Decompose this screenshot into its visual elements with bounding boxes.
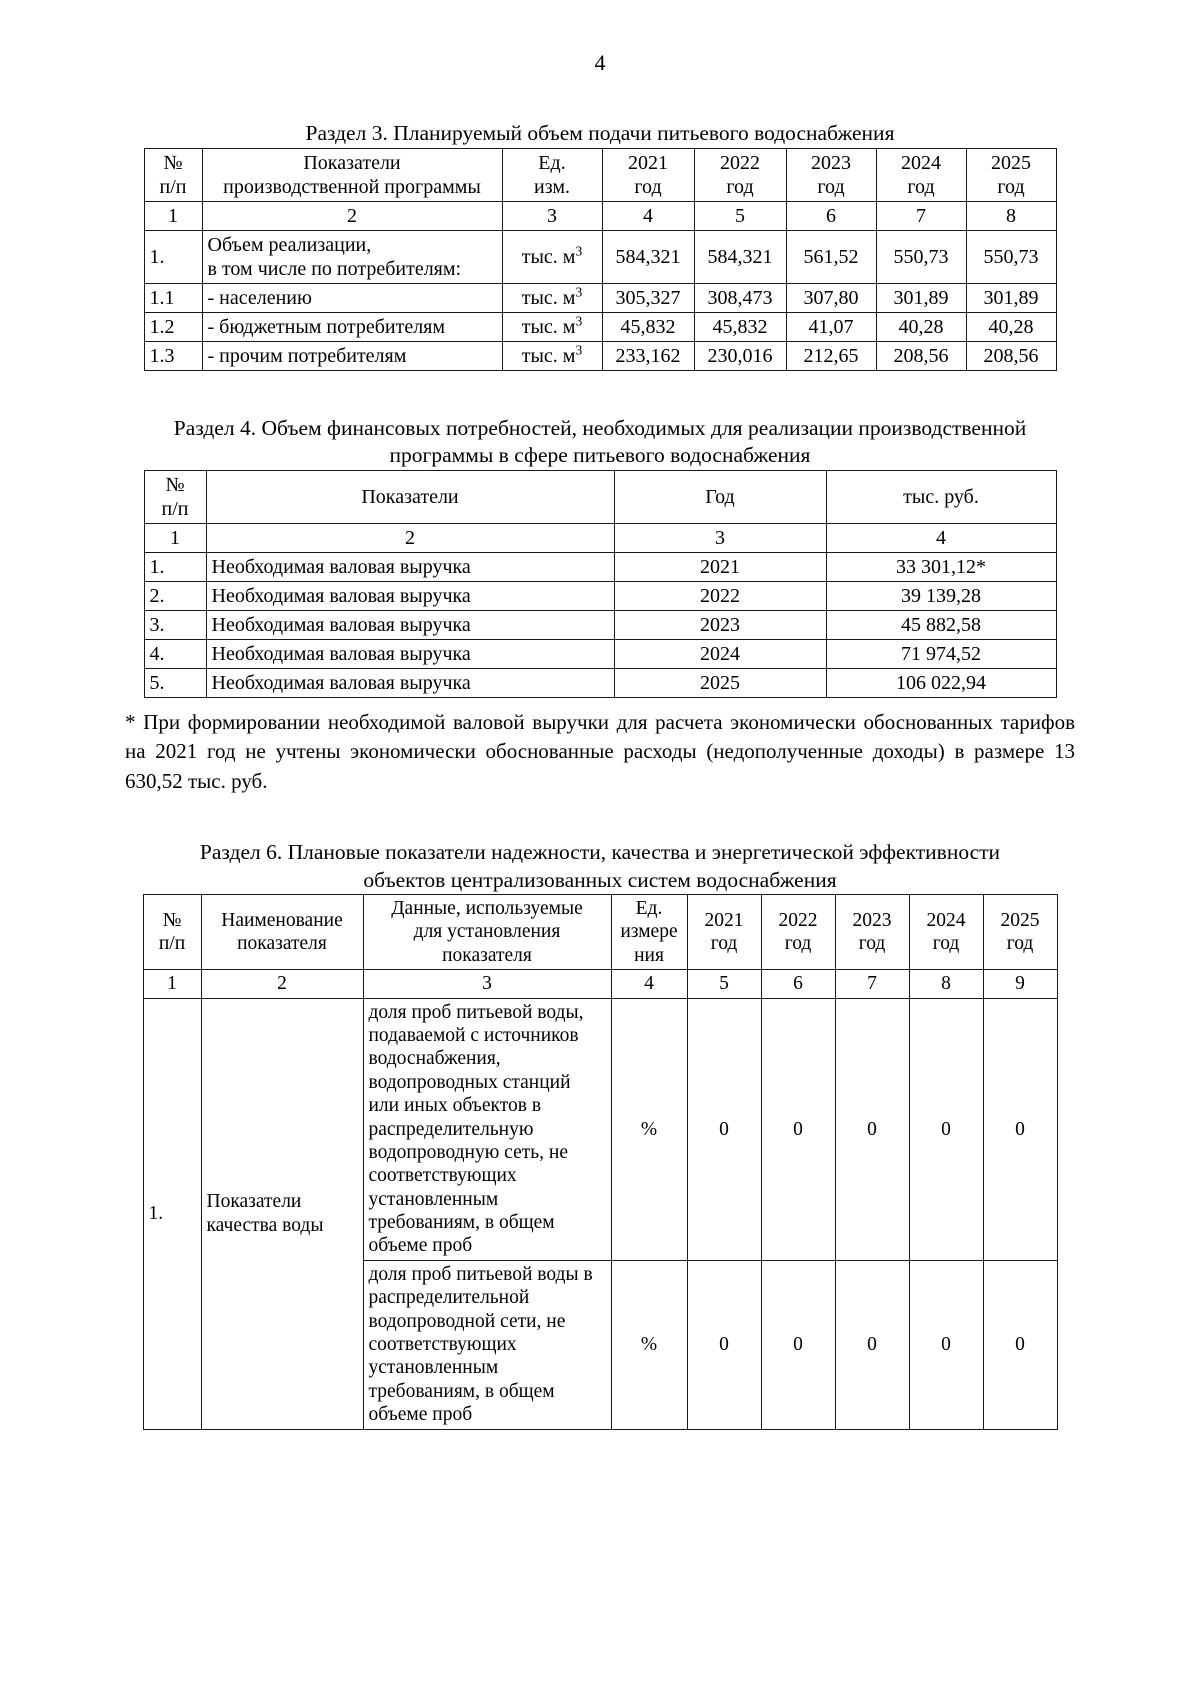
header-name	[201, 895, 363, 970]
colnum-1: 1	[143, 970, 201, 998]
section-4-title-line1: Раздел 4. Объем финансовых потребностей, необходимых для реализации производственной	[173, 415, 1027, 440]
row-unit-prefix: тыс. м	[521, 286, 576, 309]
header-name-line2: показателя	[237, 933, 327, 955]
row-value-2024: 550,73	[876, 230, 966, 283]
row-no: 1.3	[144, 341, 202, 370]
header-year-2021	[602, 148, 694, 201]
row-no: 1.	[144, 552, 206, 581]
row-name: - населению	[202, 283, 502, 312]
colnum-5: 5	[687, 970, 761, 998]
row-value-2024: 208,56	[876, 341, 966, 370]
table-row	[144, 610, 1056, 639]
table-column-number-row	[143, 970, 1057, 998]
row-no: 5.	[144, 668, 206, 697]
header-name-line1: Наименование	[221, 909, 343, 931]
section-3-table	[144, 148, 1057, 371]
row-value-2022: 0	[761, 998, 835, 1260]
row-value-2024: 301,89	[876, 283, 966, 312]
row-unit: %	[611, 1260, 687, 1429]
section-4-title-line2: программы в сфере питьевого водоснабжения	[389, 443, 811, 468]
colnum-7: 7	[835, 970, 909, 998]
colnum-3: 3	[363, 970, 611, 998]
header-no-line1: №	[162, 909, 182, 931]
table-header-row	[144, 148, 1056, 201]
header-year-2022-value: 2022	[720, 151, 760, 174]
section-4-table	[144, 470, 1057, 698]
colnum-3: 3	[502, 201, 602, 230]
row-no: 1.2	[144, 312, 202, 341]
header-year-2022	[761, 895, 835, 970]
row-value-2023: 561,52	[786, 230, 876, 283]
header-data-line1: Данные, используемые	[391, 898, 583, 920]
header-no	[144, 470, 206, 523]
row-year: 2023	[614, 610, 826, 639]
header-unit	[611, 895, 687, 970]
header-indicator	[202, 148, 502, 201]
header-year-2023-value: 2023	[811, 151, 851, 174]
row-no: 3.	[144, 610, 206, 639]
row-amount: 45 882,58	[826, 610, 1056, 639]
header-no-line2: п/п	[161, 497, 189, 520]
header-no-line1: №	[165, 473, 185, 496]
section-4-title	[125, 415, 1075, 470]
colnum-7: 7	[876, 201, 966, 230]
header-indicator-line1: Показатели	[303, 151, 401, 174]
header-year-2021-suffix: год	[634, 175, 662, 198]
header-no	[143, 895, 201, 970]
row-year: 2022	[614, 581, 826, 610]
section-6-table	[143, 894, 1058, 1430]
header-year-2024	[909, 895, 983, 970]
row-data-description: доля проб питьевой воды в распределительной водопроводной сети, не соответствующих установленным требованиям, в общем объеме проб	[363, 1260, 611, 1429]
colnum-3: 3	[614, 523, 826, 552]
header-data	[363, 895, 611, 970]
header-indicator-line2: производственной программы	[223, 175, 481, 198]
header-unit-line1: Ед.	[538, 151, 566, 174]
header-amount: тыс. руб.	[826, 470, 1056, 523]
row-value-2021: 305,327	[602, 283, 694, 312]
header-year-2023-suffix: год	[858, 933, 886, 955]
page-content	[125, 120, 1075, 1430]
header-year-2024-value: 2024	[901, 151, 941, 174]
header-no-line2: п/п	[158, 933, 186, 955]
row-value-2025: 208,56	[966, 341, 1056, 370]
header-year-2021-value: 2021	[704, 909, 744, 931]
row-value-2025: 0	[983, 998, 1057, 1260]
header-year-2025-value: 2025	[991, 151, 1031, 174]
table-row	[144, 581, 1056, 610]
colnum-9: 9	[983, 970, 1057, 998]
row-value-2023: 41,07	[786, 312, 876, 341]
header-year-2023-suffix: год	[817, 175, 845, 198]
header-no-line2: п/п	[159, 175, 187, 198]
row-name	[201, 998, 363, 1429]
row-value-2022: 584,321	[694, 230, 786, 283]
row-unit-sup: 3	[575, 283, 583, 299]
header-year-2021	[687, 895, 761, 970]
header-year-2022-value: 2022	[778, 909, 818, 931]
row-value-2022: 308,473	[694, 283, 786, 312]
section-4-footnote: * При формировании необходимой валовой выручки для расчета экономически обоснованных тарифов на 2021 год не учтены экономически обоснованные расходы (недополученные доходы) в размере 13 630,52 тыс. руб.	[125, 709, 1075, 794]
row-no: 4.	[144, 639, 206, 668]
row-amount: 39 139,28	[826, 581, 1056, 610]
row-value-2023: 0	[835, 1260, 909, 1429]
row-unit: %	[611, 998, 687, 1260]
table-row	[143, 998, 1057, 1260]
row-year: 2024	[614, 639, 826, 668]
table-header-row	[143, 895, 1057, 970]
row-data-description: доля проб питьевой воды, подаваемой с источников водоснабжения, водопроводных станций или иных объектов в распределительную водопроводную сеть, не соответствующих установленным требованиям, в общем объеме проб	[363, 998, 611, 1260]
header-year-2025	[966, 148, 1056, 201]
row-value-2023: 307,80	[786, 283, 876, 312]
row-unit	[502, 230, 602, 283]
row-unit-sup: 3	[575, 242, 583, 258]
row-year: 2025	[614, 668, 826, 697]
row-indicator: Необходимая валовая выручка	[206, 610, 614, 639]
row-name	[202, 230, 502, 283]
row-name-line2: в том числе по потребителям:	[207, 257, 462, 280]
row-value-2024: 0	[909, 998, 983, 1260]
table-row	[144, 552, 1056, 581]
row-value-2025: 0	[983, 1260, 1057, 1429]
table-row	[144, 230, 1056, 283]
table-column-number-row	[144, 523, 1056, 552]
colnum-5: 5	[694, 201, 786, 230]
header-year-2025-suffix: год	[1006, 933, 1034, 955]
header-no	[144, 148, 202, 201]
header-year: Год	[614, 470, 826, 523]
row-amount: 71 974,52	[826, 639, 1056, 668]
colnum-1: 1	[144, 201, 202, 230]
table-row	[144, 283, 1056, 312]
header-indicator: Показатели	[206, 470, 614, 523]
row-unit-prefix: тыс. м	[521, 344, 576, 367]
row-value-2021: 45,832	[602, 312, 694, 341]
row-amount: 106 022,94	[826, 668, 1056, 697]
row-unit	[502, 283, 602, 312]
row-indicator: Необходимая валовая выручка	[206, 668, 614, 697]
row-value-2021: 0	[687, 998, 761, 1260]
colnum-6: 6	[761, 970, 835, 998]
header-unit-line2: изм.	[534, 175, 570, 198]
row-value-2022: 230,016	[694, 341, 786, 370]
colnum-2: 2	[202, 201, 502, 230]
row-unit-sup: 3	[575, 312, 583, 328]
row-value-2021: 0	[687, 1260, 761, 1429]
header-unit	[502, 148, 602, 201]
header-unit-line1: Ед.	[635, 898, 663, 920]
table-row	[144, 639, 1056, 668]
header-year-2024-suffix: год	[907, 175, 935, 198]
row-name-line2: качества воды	[206, 1214, 324, 1236]
colnum-1: 1	[144, 523, 206, 552]
row-unit	[502, 312, 602, 341]
row-value-2022: 0	[761, 1260, 835, 1429]
row-indicator: Необходимая валовая выручка	[206, 581, 614, 610]
section-6-title-line1: Раздел 6. Плановые показатели надежности, качества и энергетической эффективности	[199, 839, 1001, 864]
row-value-2025: 40,28	[966, 312, 1056, 341]
colnum-8: 8	[909, 970, 983, 998]
row-amount: 33 301,12*	[826, 552, 1056, 581]
section-6-title-line2: объектов централизованных систем водоснабжения	[363, 867, 837, 892]
header-year-2023-value: 2023	[852, 909, 892, 931]
header-year-2025-suffix: год	[997, 175, 1025, 198]
row-name-line1: Показатели	[206, 1191, 302, 1213]
row-no: 1.	[144, 230, 202, 283]
row-value-2023: 0	[835, 998, 909, 1260]
header-year-2024	[876, 148, 966, 201]
colnum-8: 8	[966, 201, 1056, 230]
row-no: 1.1	[144, 283, 202, 312]
row-indicator: Необходимая валовая выручка	[206, 552, 614, 581]
row-name: - бюджетным потребителям	[202, 312, 502, 341]
header-year-2023	[786, 148, 876, 201]
row-value-2025: 550,73	[966, 230, 1056, 283]
header-year-2022-suffix: год	[726, 175, 754, 198]
colnum-6: 6	[786, 201, 876, 230]
row-year: 2021	[614, 552, 826, 581]
colnum-2: 2	[206, 523, 614, 552]
table-header-row	[144, 470, 1056, 523]
page-number: 4	[594, 50, 606, 75]
row-name-line1: Объем реализации,	[207, 233, 372, 256]
row-value-2024: 40,28	[876, 312, 966, 341]
header-year-2023	[835, 895, 909, 970]
row-value-2022: 45,832	[694, 312, 786, 341]
header-year-2022	[694, 148, 786, 201]
header-year-2025	[983, 895, 1057, 970]
row-value-2023: 212,65	[786, 341, 876, 370]
header-unit-line2: измере	[620, 921, 678, 943]
table-column-number-row	[144, 201, 1056, 230]
header-year-2024-value: 2024	[926, 909, 966, 931]
row-value-2025: 301,89	[966, 283, 1056, 312]
row-indicator: Необходимая валовая выручка	[206, 639, 614, 668]
table-row	[144, 312, 1056, 341]
row-unit-prefix: тыс. м	[521, 245, 576, 268]
table-row	[144, 668, 1056, 697]
row-value-2021: 233,162	[602, 341, 694, 370]
header-year-2024-suffix: год	[932, 933, 960, 955]
row-value-2024: 0	[909, 1260, 983, 1429]
header-year-2021-value: 2021	[628, 151, 668, 174]
header-data-line3: показателя	[442, 944, 532, 966]
header-year-2021-suffix: год	[710, 933, 738, 955]
header-year-2025-value: 2025	[1000, 909, 1040, 931]
row-unit-sup: 3	[575, 341, 583, 357]
row-unit-prefix: тыс. м	[521, 315, 576, 338]
table-row	[144, 341, 1056, 370]
header-unit-line3: ния	[634, 944, 664, 966]
header-year-2022-suffix: год	[784, 933, 812, 955]
colnum-4: 4	[611, 970, 687, 998]
row-value-2021: 584,321	[602, 230, 694, 283]
header-no-line1: №	[163, 151, 183, 174]
section-3-title: Раздел 3. Планируемый объем подачи питьевого водоснабжения	[305, 121, 895, 145]
header-data-line2: для установления	[413, 921, 561, 943]
row-unit	[502, 341, 602, 370]
row-no: 1.	[143, 998, 201, 1429]
row-name: - прочим потребителям	[202, 341, 502, 370]
colnum-4: 4	[602, 201, 694, 230]
section-6-title	[125, 839, 1075, 894]
colnum-4: 4	[826, 523, 1056, 552]
row-no: 2.	[144, 581, 206, 610]
colnum-2: 2	[201, 970, 363, 998]
